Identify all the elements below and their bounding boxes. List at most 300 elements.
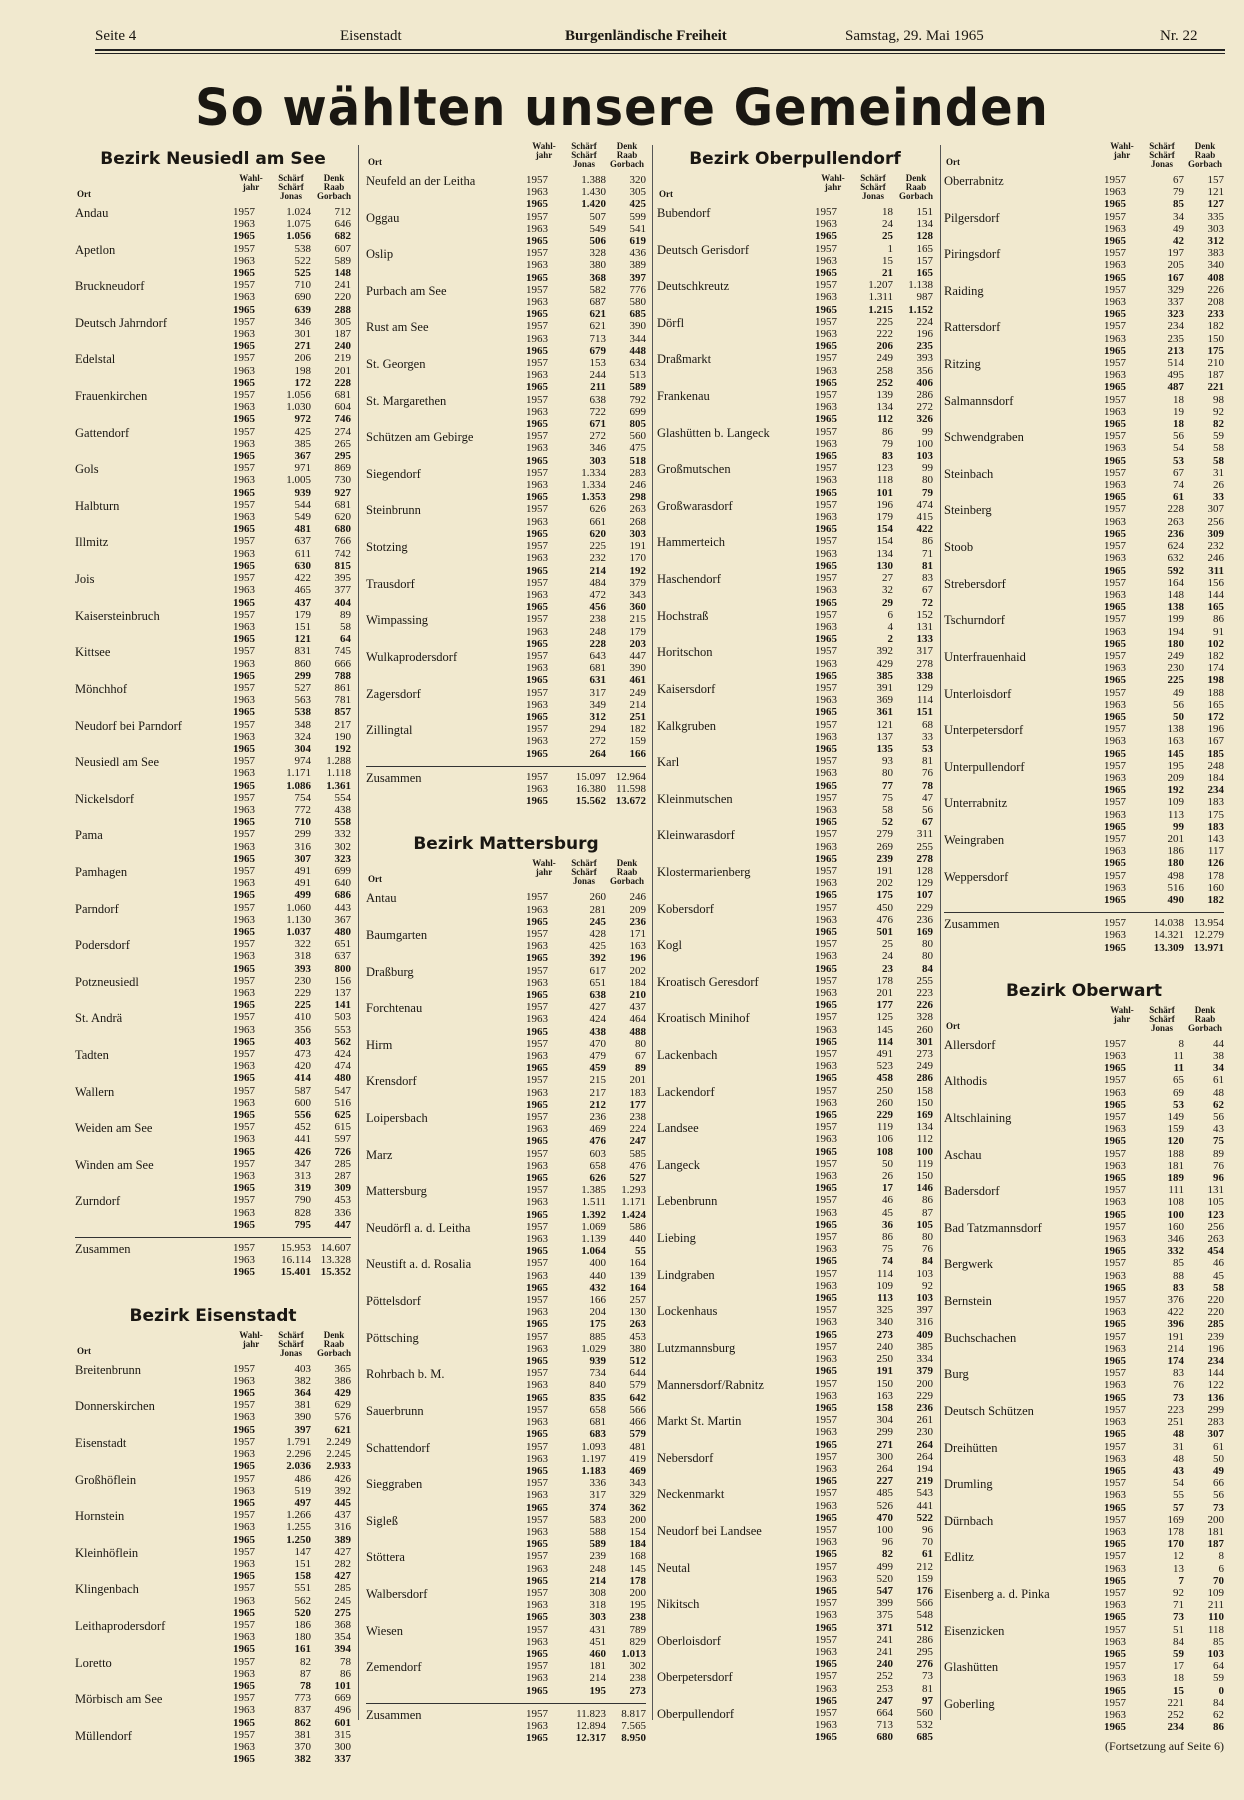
raab-votes: 230 xyxy=(916,1426,933,1439)
result-row xyxy=(526,638,646,650)
schaerf-votes: 215 xyxy=(589,1074,606,1087)
municipality-entry xyxy=(366,1331,646,1368)
year: 1957 xyxy=(526,1660,548,1673)
schaerf-votes: 481 xyxy=(294,523,311,536)
year: 1965 xyxy=(233,413,255,426)
year: 1963 xyxy=(526,1452,548,1465)
schaerf-votes: 637 xyxy=(294,535,311,548)
schaerf-votes: 589 xyxy=(589,1538,606,1551)
raab-votes: 81 xyxy=(922,755,933,768)
district-title: Bezirk Neusiedl am See xyxy=(100,149,326,169)
result-row xyxy=(233,218,351,230)
result-row xyxy=(815,1597,933,1609)
schaerf-votes: 294 xyxy=(589,723,606,736)
municipality-entry xyxy=(944,1587,1224,1624)
year: 1963 xyxy=(233,511,255,524)
result-row xyxy=(815,1390,933,1402)
raab-votes: 285 xyxy=(1207,1318,1224,1331)
result-row xyxy=(815,1658,933,1670)
schaerf-votes: 177 xyxy=(876,999,893,1012)
result-rows xyxy=(815,243,933,280)
result-rows xyxy=(815,1121,933,1158)
raab-votes: 61 xyxy=(922,1548,933,1561)
year: 1965 xyxy=(1104,198,1126,211)
year: 1957 xyxy=(526,320,548,333)
result-row xyxy=(526,455,646,467)
result-row xyxy=(526,345,646,357)
raab-votes: 164 xyxy=(629,1257,646,1270)
year: 1965 xyxy=(815,303,837,316)
municipality-entry xyxy=(366,1624,646,1661)
raab-votes: 134 xyxy=(916,218,933,231)
raab-votes: 597 xyxy=(334,1133,351,1146)
raab-votes: 1.361 xyxy=(326,779,351,792)
result-rows xyxy=(1104,503,1224,540)
schaerf-votes: 17 xyxy=(882,1182,893,1195)
result-rows xyxy=(526,174,646,211)
raab-votes: 792 xyxy=(629,393,646,406)
result-row xyxy=(815,1707,933,1719)
municipality-entry xyxy=(944,613,1224,650)
result-row xyxy=(1104,320,1224,332)
result-row xyxy=(1104,1575,1224,1587)
municipality-name: Neckenmarkt xyxy=(657,1487,725,1502)
schaerf-votes: 485 xyxy=(876,1487,893,1500)
year: 1957 xyxy=(815,315,837,328)
year: 1965 xyxy=(815,559,837,572)
schaerf-votes: 1.183 xyxy=(581,1464,606,1477)
year: 1965 xyxy=(526,1732,548,1745)
district-title: Bezirk Mattersburg xyxy=(413,834,599,855)
year: 1957 xyxy=(526,649,548,662)
municipality-entry xyxy=(944,833,1224,870)
municipality-entry xyxy=(657,828,933,865)
raab-votes: 576 xyxy=(334,1411,351,1424)
year: 1957 xyxy=(1104,1111,1126,1124)
raab-votes: 268 xyxy=(629,515,646,528)
raab-votes: 443 xyxy=(334,901,351,914)
raab-votes: 454 xyxy=(1207,1245,1224,1258)
schaerf-votes: 109 xyxy=(876,1279,893,1292)
raab-votes: 238 xyxy=(629,1672,646,1685)
raab-votes: 229 xyxy=(916,901,933,914)
schaerf-votes: 199 xyxy=(1167,613,1184,626)
schaerf-votes: 538 xyxy=(294,242,311,255)
result-rows xyxy=(526,1148,646,1185)
schaerf-votes: 318 xyxy=(589,1599,606,1612)
schaerf-votes: 638 xyxy=(589,393,606,406)
header-schaerf: Schärf Schärf Jonas xyxy=(278,173,304,201)
raab-votes: 184 xyxy=(629,1538,646,1551)
raab-votes: 33 xyxy=(1213,491,1224,504)
year: 1957 xyxy=(1104,796,1126,809)
year: 1957 xyxy=(815,1231,837,1244)
result-rows xyxy=(1104,1514,1224,1551)
result-rows xyxy=(815,645,933,682)
schaerf-votes: 118 xyxy=(876,474,893,487)
result-rows xyxy=(815,865,933,902)
year: 1957 xyxy=(526,1550,548,1563)
result-row xyxy=(1104,1294,1224,1306)
district-total xyxy=(366,1703,646,1745)
year: 1957 xyxy=(1104,917,1126,930)
year: 1965 xyxy=(233,1570,255,1583)
municipality-entry xyxy=(75,1011,351,1048)
year: 1963 xyxy=(526,1562,548,1575)
schaerf-votes: 1.086 xyxy=(286,779,311,792)
municipality-entry xyxy=(657,1707,933,1744)
year: 1965 xyxy=(233,742,255,755)
year: 1957 xyxy=(233,498,255,511)
year: 1963 xyxy=(233,913,255,926)
result-row xyxy=(815,389,933,401)
municipality-entry xyxy=(944,1550,1224,1587)
schaerf-votes: 304 xyxy=(876,1414,893,1427)
municipality-entry xyxy=(657,1268,933,1305)
result-row xyxy=(815,1500,933,1512)
municipality-name: Schattendorf xyxy=(366,1440,430,1455)
year: 1963 xyxy=(815,913,837,926)
municipality-name: Markt St. Martin xyxy=(657,1414,742,1429)
result-rows xyxy=(526,1514,646,1551)
raab-votes: 380 xyxy=(629,1342,646,1355)
raab-votes: 307 xyxy=(1207,503,1224,516)
raab-votes: 183 xyxy=(1207,796,1224,809)
schaerf-votes: 167 xyxy=(1167,271,1184,284)
schaerf-votes: 631 xyxy=(589,674,606,687)
result-row xyxy=(1104,552,1224,564)
raab-votes: 210 xyxy=(629,988,646,1001)
year: 1965 xyxy=(815,852,837,865)
result-row xyxy=(526,1708,646,1720)
year: 1957 xyxy=(526,393,548,406)
district-section xyxy=(944,140,1224,954)
year: 1965 xyxy=(1104,1684,1126,1697)
municipality-name: Strebersdorf xyxy=(944,576,1006,591)
schaerf-votes: 281 xyxy=(589,903,606,916)
raab-votes: 210 xyxy=(1207,357,1224,370)
raab-votes: 579 xyxy=(629,1379,646,1392)
result-row xyxy=(233,1741,351,1753)
raab-votes: 437 xyxy=(629,1001,646,1014)
result-row xyxy=(526,320,646,332)
result-rows xyxy=(526,467,646,504)
year: 1963 xyxy=(1104,929,1126,942)
raab-votes: 221 xyxy=(1207,381,1224,394)
year: 1965 xyxy=(526,418,548,431)
municipality-name: Halbturn xyxy=(75,498,120,513)
result-row xyxy=(233,401,351,413)
year: 1957 xyxy=(526,1037,548,1050)
schaerf-votes: 55 xyxy=(1173,1489,1184,1502)
result-row xyxy=(233,1704,351,1716)
result-rows xyxy=(1104,760,1224,797)
year: 1965 xyxy=(526,1172,548,1185)
result-row xyxy=(526,223,646,235)
schaerf-votes: 45 xyxy=(882,1206,893,1219)
year: 1957 xyxy=(815,1487,837,1500)
year: 1963 xyxy=(815,437,837,450)
result-row xyxy=(233,267,351,279)
raab-votes: 307 xyxy=(1207,1428,1224,1441)
result-rows xyxy=(1104,1331,1224,1368)
result-row xyxy=(233,1729,351,1741)
year: 1965 xyxy=(233,1109,255,1122)
schaerf-votes: 13 xyxy=(1173,1562,1184,1575)
schaerf-votes: 42 xyxy=(1173,235,1184,248)
result-row xyxy=(526,662,646,674)
schaerf-votes: 225 xyxy=(589,540,606,553)
result-row xyxy=(233,670,351,682)
municipality-name: Salmannsdorf xyxy=(944,393,1014,408)
schaerf-votes: 244 xyxy=(589,369,606,382)
result-row xyxy=(233,1753,351,1765)
schaerf-votes: 52 xyxy=(882,816,893,829)
year: 1965 xyxy=(1104,674,1126,687)
year: 1963 xyxy=(1104,845,1126,858)
schaerf-votes: 392 xyxy=(589,952,606,965)
result-row xyxy=(1104,809,1224,821)
schaerf-votes: 279 xyxy=(876,828,893,841)
municipality-name: Badersdorf xyxy=(944,1184,1000,1199)
result-row xyxy=(815,487,933,499)
year: 1957 xyxy=(815,681,837,694)
raab-votes: 337 xyxy=(334,1753,351,1766)
year: 1963 xyxy=(526,1719,548,1732)
year: 1963 xyxy=(526,1635,548,1648)
raab-votes: 192 xyxy=(629,564,646,577)
year: 1963 xyxy=(1104,1306,1126,1319)
schaerf-votes: 316 xyxy=(294,840,311,853)
raab-votes: 447 xyxy=(629,649,646,662)
schaerf-votes: 1.334 xyxy=(581,479,606,492)
year: 1963 xyxy=(526,1379,548,1392)
raab-votes: 156 xyxy=(334,974,351,987)
result-rows xyxy=(526,613,646,650)
result-row xyxy=(526,516,646,528)
result-row xyxy=(815,218,933,230)
result-row xyxy=(233,926,351,938)
municipality-name: Schwendgraben xyxy=(944,430,1024,445)
municipality-entry xyxy=(75,682,351,719)
result-row xyxy=(233,902,351,914)
result-row xyxy=(815,1585,933,1597)
result-row xyxy=(526,1087,646,1099)
result-rows xyxy=(233,792,351,829)
result-row xyxy=(233,1460,351,1472)
municipality-entry xyxy=(75,1582,351,1619)
result-row xyxy=(526,952,646,964)
year: 1957 xyxy=(1104,1660,1126,1673)
year: 1965 xyxy=(815,376,837,389)
municipality-entry xyxy=(944,577,1224,614)
year: 1965 xyxy=(233,267,255,280)
year: 1965 xyxy=(233,450,255,463)
raab-votes: 2.249 xyxy=(326,1435,351,1448)
year: 1963 xyxy=(815,1719,837,1732)
schaerf-votes: 303 xyxy=(589,1611,606,1624)
result-row xyxy=(815,889,933,901)
year: 1963 xyxy=(815,1243,837,1256)
schaerf-votes: 229 xyxy=(876,1109,893,1122)
result-rows xyxy=(1104,870,1224,907)
raab-votes: 362 xyxy=(629,1501,646,1514)
municipality-entry xyxy=(75,1692,351,1729)
year: 1965 xyxy=(233,962,255,975)
result-row xyxy=(233,731,351,743)
result-row xyxy=(526,1099,646,1111)
result-row xyxy=(815,1194,933,1206)
schaerf-votes: 422 xyxy=(294,572,311,585)
year: 1965 xyxy=(815,706,837,719)
result-row xyxy=(233,1619,351,1631)
raab-votes: 238 xyxy=(629,1611,646,1624)
schaerf-votes: 429 xyxy=(876,657,893,670)
district-section xyxy=(75,146,351,1279)
result-row xyxy=(1104,1660,1224,1672)
year: 1963 xyxy=(526,1672,548,1685)
result-row xyxy=(526,928,646,940)
year: 1963 xyxy=(233,364,255,377)
municipality-name: Kaisersteinbruch xyxy=(75,608,160,623)
municipality-entry xyxy=(75,1399,351,1436)
schaerf-votes: 551 xyxy=(294,1582,311,1595)
year: 1963 xyxy=(1104,625,1126,638)
result-rows xyxy=(1104,577,1224,614)
year: 1965 xyxy=(1104,344,1126,357)
municipality-entry xyxy=(75,645,351,682)
result-row xyxy=(1104,662,1224,674)
result-row xyxy=(815,426,933,438)
year: 1963 xyxy=(233,1594,255,1607)
year: 1965 xyxy=(1104,747,1126,760)
raab-votes: 238 xyxy=(629,1111,646,1124)
raab-votes: 453 xyxy=(629,1330,646,1343)
municipality-name: Buchschachen xyxy=(944,1330,1017,1345)
raab-votes: 634 xyxy=(629,357,646,370)
raab-votes: 150 xyxy=(916,1170,933,1183)
raab-votes: 301 xyxy=(916,1035,933,1048)
municipality-name: St. Andrä xyxy=(75,1011,123,1026)
raab-votes: 260 xyxy=(916,1023,933,1036)
column-4 xyxy=(944,140,1224,1754)
raab-votes: 196 xyxy=(1207,723,1224,736)
municipality-name: Kittsee xyxy=(75,645,111,660)
raab-votes: 285 xyxy=(334,1582,351,1595)
raab-votes: 68 xyxy=(922,718,933,731)
year: 1957 xyxy=(815,1048,837,1061)
municipality-entry xyxy=(657,389,933,426)
result-rows xyxy=(526,540,646,577)
year: 1963 xyxy=(233,1521,255,1534)
result-row xyxy=(233,889,351,901)
municipality-name: Sieggraben xyxy=(366,1477,423,1492)
result-row xyxy=(526,891,646,903)
result-row xyxy=(1104,1172,1224,1184)
municipality-entry xyxy=(657,865,933,902)
schaerf-votes: 263 xyxy=(1167,515,1184,528)
year: 1957 xyxy=(815,645,837,658)
result-rows xyxy=(1104,1367,1224,1404)
municipality-name: Unterfrauenhaid xyxy=(944,649,1026,664)
raab-votes: 302 xyxy=(334,840,351,853)
year: 1963 xyxy=(526,1196,548,1209)
raab-votes: 532 xyxy=(916,1719,933,1732)
result-row xyxy=(1104,674,1224,686)
result-row xyxy=(233,1387,351,1399)
result-row xyxy=(526,711,646,723)
schaerf-votes: 426 xyxy=(294,1145,311,1158)
schaerf-votes: 300 xyxy=(876,1450,893,1463)
result-row xyxy=(233,1582,351,1594)
municipality-name: Wiesen xyxy=(366,1623,403,1638)
result-row xyxy=(1104,1538,1224,1550)
municipality-entry xyxy=(75,1194,351,1231)
raab-votes: 202 xyxy=(629,964,646,977)
municipality-name: Kaisersdorf xyxy=(657,681,716,696)
schaerf-votes: 87 xyxy=(300,1667,311,1680)
municipality-name: Rohrbach b. M. xyxy=(366,1367,445,1382)
year: 1965 xyxy=(815,267,837,280)
result-row xyxy=(526,1282,646,1294)
result-row xyxy=(1104,516,1224,528)
year: 1957 xyxy=(1104,1550,1126,1563)
municipality-entry xyxy=(75,316,351,353)
municipality-name: Lindgraben xyxy=(657,1267,715,1282)
schaerf-votes: 299 xyxy=(294,669,311,682)
municipality-name: Ritzing xyxy=(944,357,981,372)
header-wahljahr: Wahl- jahr xyxy=(532,858,556,878)
raab-votes: 488 xyxy=(629,1025,646,1038)
result-rows xyxy=(233,1436,351,1473)
raab-votes: 165 xyxy=(916,242,933,255)
raab-votes: 522 xyxy=(916,1511,933,1524)
raab-votes: 86 xyxy=(922,535,933,548)
municipality-entry xyxy=(75,828,351,865)
result-rows xyxy=(526,1367,646,1404)
schaerf-votes: 525 xyxy=(294,267,311,280)
year: 1963 xyxy=(233,1411,255,1424)
header-wahljahr: Wahl- jahr xyxy=(239,1329,263,1349)
municipality-entry xyxy=(75,352,351,389)
raab-votes: 184 xyxy=(629,976,646,989)
result-row xyxy=(815,499,933,511)
municipality-entry xyxy=(75,1509,351,1546)
result-row xyxy=(815,1024,933,1036)
schaerf-votes: 392 xyxy=(876,645,893,658)
municipality-entry xyxy=(366,247,646,284)
municipality-name: Altschlaining xyxy=(944,1111,1012,1126)
raab-votes: 278 xyxy=(916,852,933,865)
municipality-name: Rattersdorf xyxy=(944,320,1001,335)
year: 1957 xyxy=(815,1121,837,1134)
raab-votes: 390 xyxy=(629,320,646,333)
schaerf-votes: 1.207 xyxy=(868,279,893,292)
result-rows xyxy=(1104,174,1224,211)
municipality-entry xyxy=(944,503,1224,540)
result-row xyxy=(1104,1416,1224,1428)
year: 1957 xyxy=(233,1618,255,1631)
year: 1963 xyxy=(526,186,548,199)
schaerf-votes: 972 xyxy=(294,413,311,426)
column-divider xyxy=(652,145,653,1720)
result-row xyxy=(526,296,646,308)
result-rows xyxy=(233,389,351,426)
year: 1965 xyxy=(233,706,255,719)
year: 1965 xyxy=(233,596,255,609)
schaerf-votes: 61 xyxy=(1173,491,1184,504)
year: 1965 xyxy=(815,779,837,792)
